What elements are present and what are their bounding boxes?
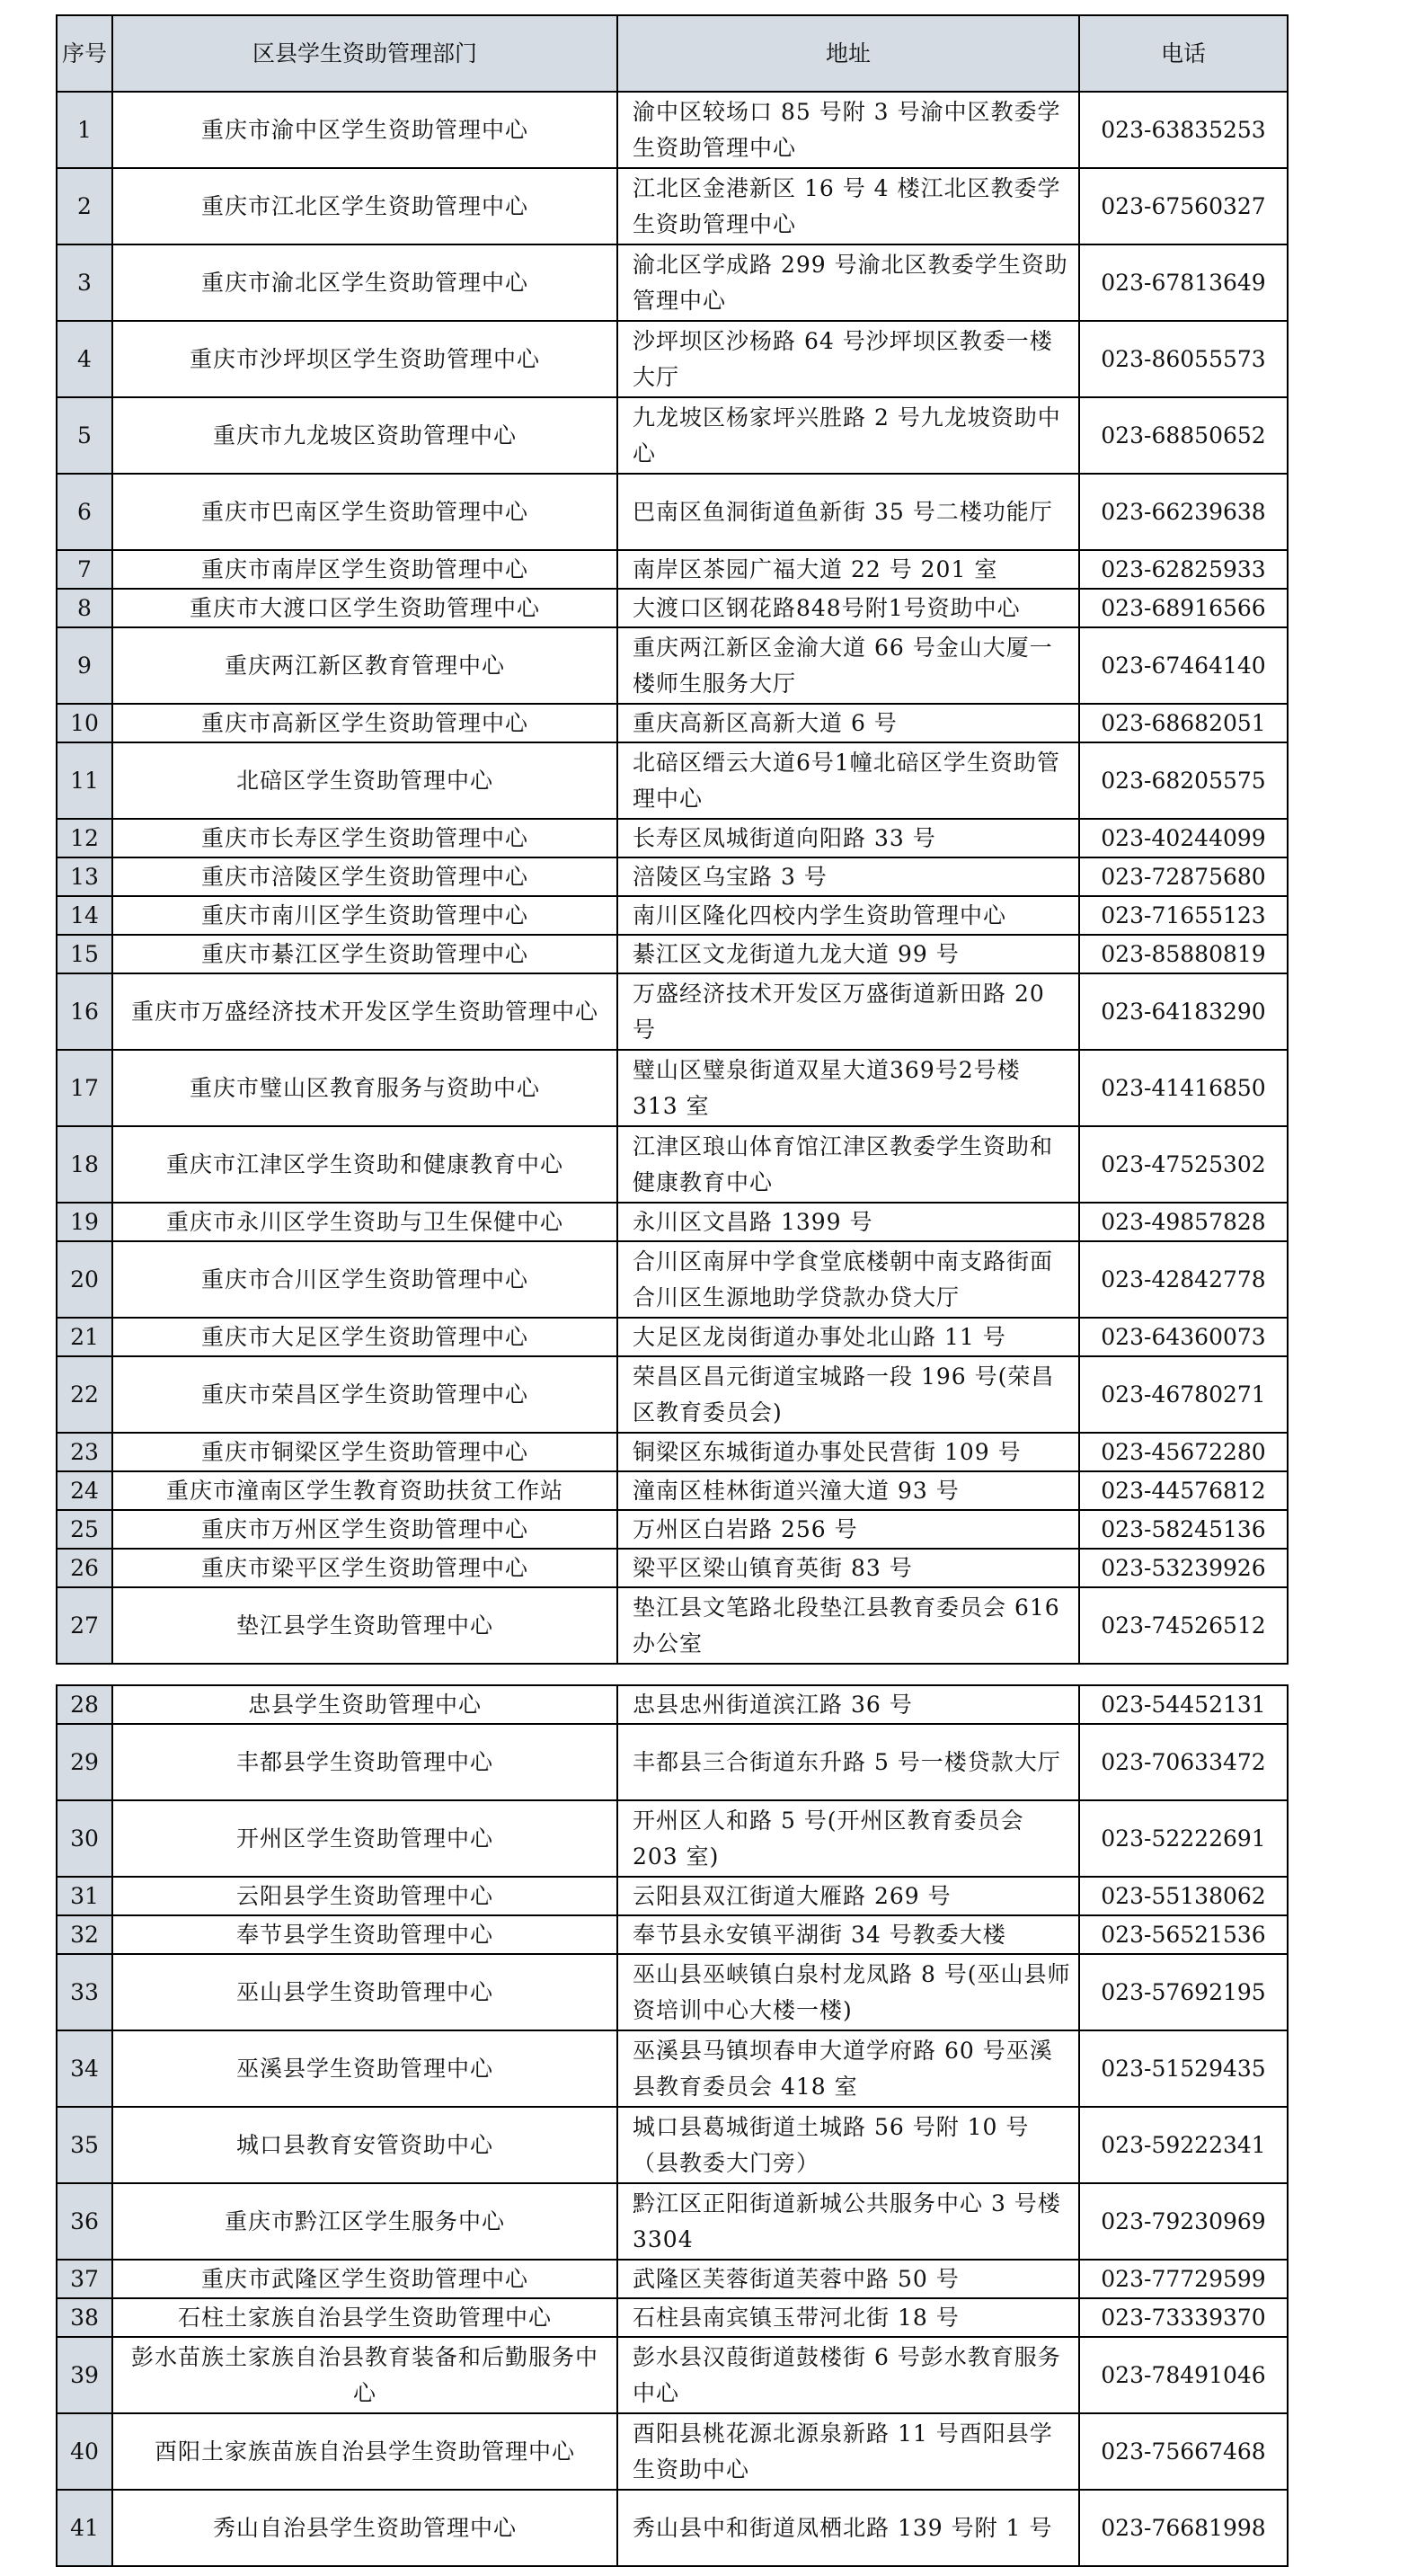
row-index: 16 bbox=[57, 973, 112, 1050]
row-phone: 023-71655123 bbox=[1079, 896, 1288, 935]
table-body-2 bbox=[57, 1685, 1288, 2566]
row-address: 南川区隆化四校内学生资助管理中心 bbox=[617, 896, 1079, 935]
row-phone: 023-52222691 bbox=[1079, 1800, 1288, 1877]
row-index: 39 bbox=[57, 2337, 112, 2413]
row-department: 秀山自治县学生资助管理中心 bbox=[112, 2490, 617, 2566]
row-index: 25 bbox=[57, 1510, 112, 1549]
row-index: 27 bbox=[57, 1587, 112, 1664]
row-phone: 023-45672280 bbox=[1079, 1433, 1288, 1471]
row-department: 重庆市沙坪坝区学生资助管理中心 bbox=[112, 321, 617, 397]
table-row bbox=[57, 244, 1288, 321]
row-phone: 023-40244099 bbox=[1079, 819, 1288, 857]
row-index: 40 bbox=[57, 2413, 112, 2490]
table-row bbox=[57, 1241, 1288, 1318]
row-department: 重庆市梁平区学生资助管理中心 bbox=[112, 1549, 617, 1587]
row-department: 重庆市荣昌区学生资助管理中心 bbox=[112, 1356, 617, 1433]
row-index: 8 bbox=[57, 589, 112, 627]
row-department: 重庆市璧山区教育服务与资助中心 bbox=[112, 1050, 617, 1126]
row-address: 巫溪县马镇坝春申大道学府路 60 号巫溪县教育委员会 418 室 bbox=[617, 2030, 1079, 2107]
table-row bbox=[57, 1915, 1288, 1954]
table-row bbox=[57, 1724, 1288, 1800]
row-department: 重庆市九龙坡区资助管理中心 bbox=[112, 397, 617, 474]
row-department: 重庆市长寿区学生资助管理中心 bbox=[112, 819, 617, 857]
row-address: 丰都县三合街道东升路 5 号一楼贷款大厅 bbox=[617, 1724, 1079, 1800]
table-row bbox=[57, 1433, 1288, 1471]
row-address: 渝中区较场口 85 号附 3 号渝中区教委学生资助管理中心 bbox=[617, 92, 1079, 168]
row-phone: 023-67560327 bbox=[1079, 168, 1288, 244]
row-phone: 023-66239638 bbox=[1079, 474, 1288, 550]
table-row bbox=[57, 627, 1288, 704]
table-row bbox=[57, 819, 1288, 857]
row-address: 万州区白岩路 256 号 bbox=[617, 1510, 1079, 1549]
row-index: 7 bbox=[57, 550, 112, 589]
row-phone: 023-62825933 bbox=[1079, 550, 1288, 589]
table-row bbox=[57, 2030, 1288, 2107]
row-index: 6 bbox=[57, 474, 112, 550]
row-address: 万盛经济技术开发区万盛街道新田路 20 号 bbox=[617, 973, 1079, 1050]
table-row bbox=[57, 1050, 1288, 1126]
row-address: 重庆两江新区金渝大道 66 号金山大厦一楼师生服务大厅 bbox=[617, 627, 1079, 704]
row-department: 重庆市南岸区学生资助管理中心 bbox=[112, 550, 617, 589]
row-index: 26 bbox=[57, 1549, 112, 1587]
row-address: 南岸区茶园广福大道 22 号 201 室 bbox=[617, 550, 1079, 589]
table-row bbox=[57, 1587, 1288, 1664]
header-address: 地址 bbox=[617, 15, 1079, 92]
row-phone: 023-42842778 bbox=[1079, 1241, 1288, 1318]
row-department: 巫溪县学生资助管理中心 bbox=[112, 2030, 617, 2107]
table-row bbox=[57, 1800, 1288, 1877]
row-department: 重庆市万州区学生资助管理中心 bbox=[112, 1510, 617, 1549]
header-index: 序号 bbox=[57, 15, 112, 92]
row-index: 3 bbox=[57, 244, 112, 321]
table-row bbox=[57, 2298, 1288, 2337]
table-body-1 bbox=[57, 92, 1288, 1664]
row-index: 11 bbox=[57, 742, 112, 819]
row-phone: 023-68205575 bbox=[1079, 742, 1288, 819]
row-index: 23 bbox=[57, 1433, 112, 1471]
header-phone: 电话 bbox=[1079, 15, 1288, 92]
table-row bbox=[57, 321, 1288, 397]
row-department: 垫江县学生资助管理中心 bbox=[112, 1587, 617, 1664]
table-row bbox=[57, 2107, 1288, 2183]
row-address: 巫山县巫峡镇白泉村龙凤路 8 号(巫山县师资培训中心大楼一楼) bbox=[617, 1954, 1079, 2030]
row-address: 奉节县永安镇平湖街 34 号教委大楼 bbox=[617, 1915, 1079, 1954]
row-address: 城口县葛城街道土城路 56 号附 10 号（县教委大门旁） bbox=[617, 2107, 1079, 2183]
row-address: 长寿区凤城街道向阳路 33 号 bbox=[617, 819, 1079, 857]
row-phone: 023-56521536 bbox=[1079, 1915, 1288, 1954]
row-address: 涪陵区乌宝路 3 号 bbox=[617, 857, 1079, 896]
row-department: 重庆两江新区教育管理中心 bbox=[112, 627, 617, 704]
row-index: 35 bbox=[57, 2107, 112, 2183]
row-phone: 023-74526512 bbox=[1079, 1587, 1288, 1664]
row-department: 城口县教育安管资助中心 bbox=[112, 2107, 617, 2183]
table-row bbox=[57, 1510, 1288, 1549]
row-address: 大足区龙岗街道办事处北山路 11 号 bbox=[617, 1318, 1079, 1356]
table-row bbox=[57, 1877, 1288, 1915]
row-department: 重庆市高新区学生资助管理中心 bbox=[112, 704, 617, 742]
table-row bbox=[57, 1549, 1288, 1587]
row-phone: 023-79230969 bbox=[1079, 2183, 1288, 2260]
row-index: 29 bbox=[57, 1724, 112, 1800]
row-address: 石柱县南宾镇玉带河北街 18 号 bbox=[617, 2298, 1079, 2337]
row-phone: 023-68850652 bbox=[1079, 397, 1288, 474]
table-row bbox=[57, 2413, 1288, 2490]
row-department: 重庆市武隆区学生资助管理中心 bbox=[112, 2260, 617, 2298]
row-index: 17 bbox=[57, 1050, 112, 1126]
row-department: 重庆市南川区学生资助管理中心 bbox=[112, 896, 617, 935]
row-phone: 023-49857828 bbox=[1079, 1203, 1288, 1241]
row-phone: 023-85880819 bbox=[1079, 935, 1288, 973]
row-address: 北碚区缙云大道6号1幢北碚区学生资助管理中心 bbox=[617, 742, 1079, 819]
row-index: 15 bbox=[57, 935, 112, 973]
row-address: 荣昌区昌元街道宝城路一段 196 号(荣昌区教育委员会) bbox=[617, 1356, 1079, 1433]
row-department: 开州区学生资助管理中心 bbox=[112, 1800, 617, 1877]
row-index: 13 bbox=[57, 857, 112, 896]
row-department: 丰都县学生资助管理中心 bbox=[112, 1724, 617, 1800]
row-address: 潼南区桂林街道兴潼大道 93 号 bbox=[617, 1471, 1079, 1510]
row-phone: 023-75667468 bbox=[1079, 2413, 1288, 2490]
table-row bbox=[57, 1356, 1288, 1433]
row-address: 璧山区璧泉街道双星大道369号2号楼 313 室 bbox=[617, 1050, 1079, 1126]
row-address: 忠县忠州街道滨江路 36 号 bbox=[617, 1685, 1079, 1724]
row-phone: 023-68916566 bbox=[1079, 589, 1288, 627]
table-row bbox=[57, 1318, 1288, 1356]
row-address: 永川区文昌路 1399 号 bbox=[617, 1203, 1079, 1241]
row-index: 21 bbox=[57, 1318, 112, 1356]
table-row bbox=[57, 704, 1288, 742]
row-department: 重庆市黔江区学生服务中心 bbox=[112, 2183, 617, 2260]
row-index: 22 bbox=[57, 1356, 112, 1433]
row-department: 奉节县学生资助管理中心 bbox=[112, 1915, 617, 1954]
row-department: 重庆市涪陵区学生资助管理中心 bbox=[112, 857, 617, 896]
table-row bbox=[57, 589, 1288, 627]
row-department: 重庆市潼南区学生教育资助扶贫工作站 bbox=[112, 1471, 617, 1510]
row-address: 江北区金港新区 16 号 4 楼江北区教委学生资助管理中心 bbox=[617, 168, 1079, 244]
row-department: 重庆市大足区学生资助管理中心 bbox=[112, 1318, 617, 1356]
row-department: 云阳县学生资助管理中心 bbox=[112, 1877, 617, 1915]
row-address: 重庆高新区高新大道 6 号 bbox=[617, 704, 1079, 742]
table-row bbox=[57, 2260, 1288, 2298]
row-phone: 023-73339370 bbox=[1079, 2298, 1288, 2337]
row-address: 开州区人和路 5 号(开州区教育委员会 203 室) bbox=[617, 1800, 1079, 1877]
row-phone: 023-78491046 bbox=[1079, 2337, 1288, 2413]
row-phone: 023-77729599 bbox=[1079, 2260, 1288, 2298]
row-address: 酉阳县桃花源北源泉新路 11 号酉阳县学生资助中心 bbox=[617, 2413, 1079, 2490]
row-phone: 023-46780271 bbox=[1079, 1356, 1288, 1433]
row-index: 19 bbox=[57, 1203, 112, 1241]
table-row bbox=[57, 2337, 1288, 2413]
row-department: 重庆市合川区学生资助管理中心 bbox=[112, 1241, 617, 1318]
table-row bbox=[57, 1126, 1288, 1203]
row-phone: 023-57692195 bbox=[1079, 1954, 1288, 2030]
header-department: 区县学生资助管理部门 bbox=[112, 15, 617, 92]
row-index: 38 bbox=[57, 2298, 112, 2337]
row-index: 41 bbox=[57, 2490, 112, 2566]
contacts-table-part-1 bbox=[56, 14, 1289, 1665]
row-phone: 023-67813649 bbox=[1079, 244, 1288, 321]
row-phone: 023-67464140 bbox=[1079, 627, 1288, 704]
row-index: 31 bbox=[57, 1877, 112, 1915]
row-address: 九龙坡区杨家坪兴胜路 2 号九龙坡资助中心 bbox=[617, 397, 1079, 474]
row-index: 18 bbox=[57, 1126, 112, 1203]
row-phone: 023-53239926 bbox=[1079, 1549, 1288, 1587]
table-row bbox=[57, 2183, 1288, 2260]
row-index: 20 bbox=[57, 1241, 112, 1318]
row-phone: 023-41416850 bbox=[1079, 1050, 1288, 1126]
row-department: 北碚区学生资助管理中心 bbox=[112, 742, 617, 819]
row-index: 36 bbox=[57, 2183, 112, 2260]
row-address: 武隆区芙蓉街道芙蓉中路 50 号 bbox=[617, 2260, 1079, 2298]
row-phone: 023-54452131 bbox=[1079, 1685, 1288, 1724]
row-index: 34 bbox=[57, 2030, 112, 2107]
row-department: 重庆市大渡口区学生资助管理中心 bbox=[112, 589, 617, 627]
row-address: 秀山县中和街道凤栖北路 139 号附 1 号 bbox=[617, 2490, 1079, 2566]
table-row bbox=[57, 1203, 1288, 1241]
row-address: 黔江区正阳街道新城公共服务中心 3 号楼 3304 bbox=[617, 2183, 1079, 2260]
row-phone: 023-64183290 bbox=[1079, 973, 1288, 1050]
table-row bbox=[57, 168, 1288, 244]
table-row bbox=[57, 397, 1288, 474]
row-phone: 023-44576812 bbox=[1079, 1471, 1288, 1510]
row-address: 梁平区梁山镇育英街 83 号 bbox=[617, 1549, 1079, 1587]
table-row bbox=[57, 2490, 1288, 2566]
row-index: 5 bbox=[57, 397, 112, 474]
table-row bbox=[57, 92, 1288, 168]
row-index: 32 bbox=[57, 1915, 112, 1954]
row-index: 2 bbox=[57, 168, 112, 244]
row-address: 巴南区鱼洞街道鱼新街 35 号二楼功能厅 bbox=[617, 474, 1079, 550]
row-department: 石柱土家族自治县学生资助管理中心 bbox=[112, 2298, 617, 2337]
row-department: 重庆市渝中区学生资助管理中心 bbox=[112, 92, 617, 168]
row-department: 忠县学生资助管理中心 bbox=[112, 1685, 617, 1724]
row-index: 4 bbox=[57, 321, 112, 397]
row-address: 綦江区文龙街道九龙大道 99 号 bbox=[617, 935, 1079, 973]
row-phone: 023-72875680 bbox=[1079, 857, 1288, 896]
table-row bbox=[57, 935, 1288, 973]
row-department: 重庆市渝北区学生资助管理中心 bbox=[112, 244, 617, 321]
row-address: 合川区南屏中学食堂底楼朝中南支路街面合川区生源地助学贷款办贷大厅 bbox=[617, 1241, 1079, 1318]
row-department: 重庆市綦江区学生资助管理中心 bbox=[112, 935, 617, 973]
row-phone: 023-47525302 bbox=[1079, 1126, 1288, 1203]
row-index: 24 bbox=[57, 1471, 112, 1510]
table-row bbox=[57, 1471, 1288, 1510]
table-row bbox=[57, 474, 1288, 550]
table-row bbox=[57, 742, 1288, 819]
row-index: 9 bbox=[57, 627, 112, 704]
row-phone: 023-64360073 bbox=[1079, 1318, 1288, 1356]
row-index: 37 bbox=[57, 2260, 112, 2298]
table-header-row bbox=[57, 15, 1288, 92]
row-index: 10 bbox=[57, 704, 112, 742]
row-index: 28 bbox=[57, 1685, 112, 1724]
row-department: 重庆市巴南区学生资助管理中心 bbox=[112, 474, 617, 550]
row-address: 沙坪坝区沙杨路 64 号沙坪坝区教委一楼大厅 bbox=[617, 321, 1079, 397]
row-index: 1 bbox=[57, 92, 112, 168]
row-phone: 023-59222341 bbox=[1079, 2107, 1288, 2183]
table-row bbox=[57, 550, 1288, 589]
row-address: 铜梁区东城街道办事处民营街 109 号 bbox=[617, 1433, 1079, 1471]
row-index: 33 bbox=[57, 1954, 112, 2030]
row-index: 30 bbox=[57, 1800, 112, 1877]
row-address: 彭水县汉葭街道鼓楼街 6 号彭水教育服务中心 bbox=[617, 2337, 1079, 2413]
row-address: 渝北区学成路 299 号渝北区教委学生资助管理中心 bbox=[617, 244, 1079, 321]
row-index: 12 bbox=[57, 819, 112, 857]
row-department: 酉阳土家族苗族自治县学生资助管理中心 bbox=[112, 2413, 617, 2490]
table-row bbox=[57, 1685, 1288, 1724]
row-phone: 023-51529435 bbox=[1079, 2030, 1288, 2107]
table-row bbox=[57, 896, 1288, 935]
row-department: 重庆市江津区学生资助和健康教育中心 bbox=[112, 1126, 617, 1203]
table-row bbox=[57, 1954, 1288, 2030]
table-row bbox=[57, 857, 1288, 896]
row-department: 重庆市江北区学生资助管理中心 bbox=[112, 168, 617, 244]
row-phone: 023-76681998 bbox=[1079, 2490, 1288, 2566]
row-department: 重庆市铜梁区学生资助管理中心 bbox=[112, 1433, 617, 1471]
row-department: 重庆市永川区学生资助与卫生保健中心 bbox=[112, 1203, 617, 1241]
contacts-table-part-2 bbox=[56, 1684, 1289, 2567]
row-department: 彭水苗族土家族自治县教育装备和后勤服务中心 bbox=[112, 2337, 617, 2413]
row-phone: 023-68682051 bbox=[1079, 704, 1288, 742]
row-index: 14 bbox=[57, 896, 112, 935]
row-phone: 023-55138062 bbox=[1079, 1877, 1288, 1915]
row-department: 重庆市万盛经济技术开发区学生资助管理中心 bbox=[112, 973, 617, 1050]
row-department: 巫山县学生资助管理中心 bbox=[112, 1954, 617, 2030]
row-address: 江津区琅山体育馆江津区教委学生资助和健康教育中心 bbox=[617, 1126, 1079, 1203]
row-address: 大渡口区钢花路848号附1号资助中心 bbox=[617, 589, 1079, 627]
row-phone: 023-70633472 bbox=[1079, 1724, 1288, 1800]
row-address: 垫江县文笔路北段垫江县教育委员会 616 办公室 bbox=[617, 1587, 1079, 1664]
row-phone: 023-58245136 bbox=[1079, 1510, 1288, 1549]
row-phone: 023-63835253 bbox=[1079, 92, 1288, 168]
row-phone: 023-86055573 bbox=[1079, 321, 1288, 397]
table-row bbox=[57, 973, 1288, 1050]
row-address: 云阳县双江街道大雁路 269 号 bbox=[617, 1877, 1079, 1915]
